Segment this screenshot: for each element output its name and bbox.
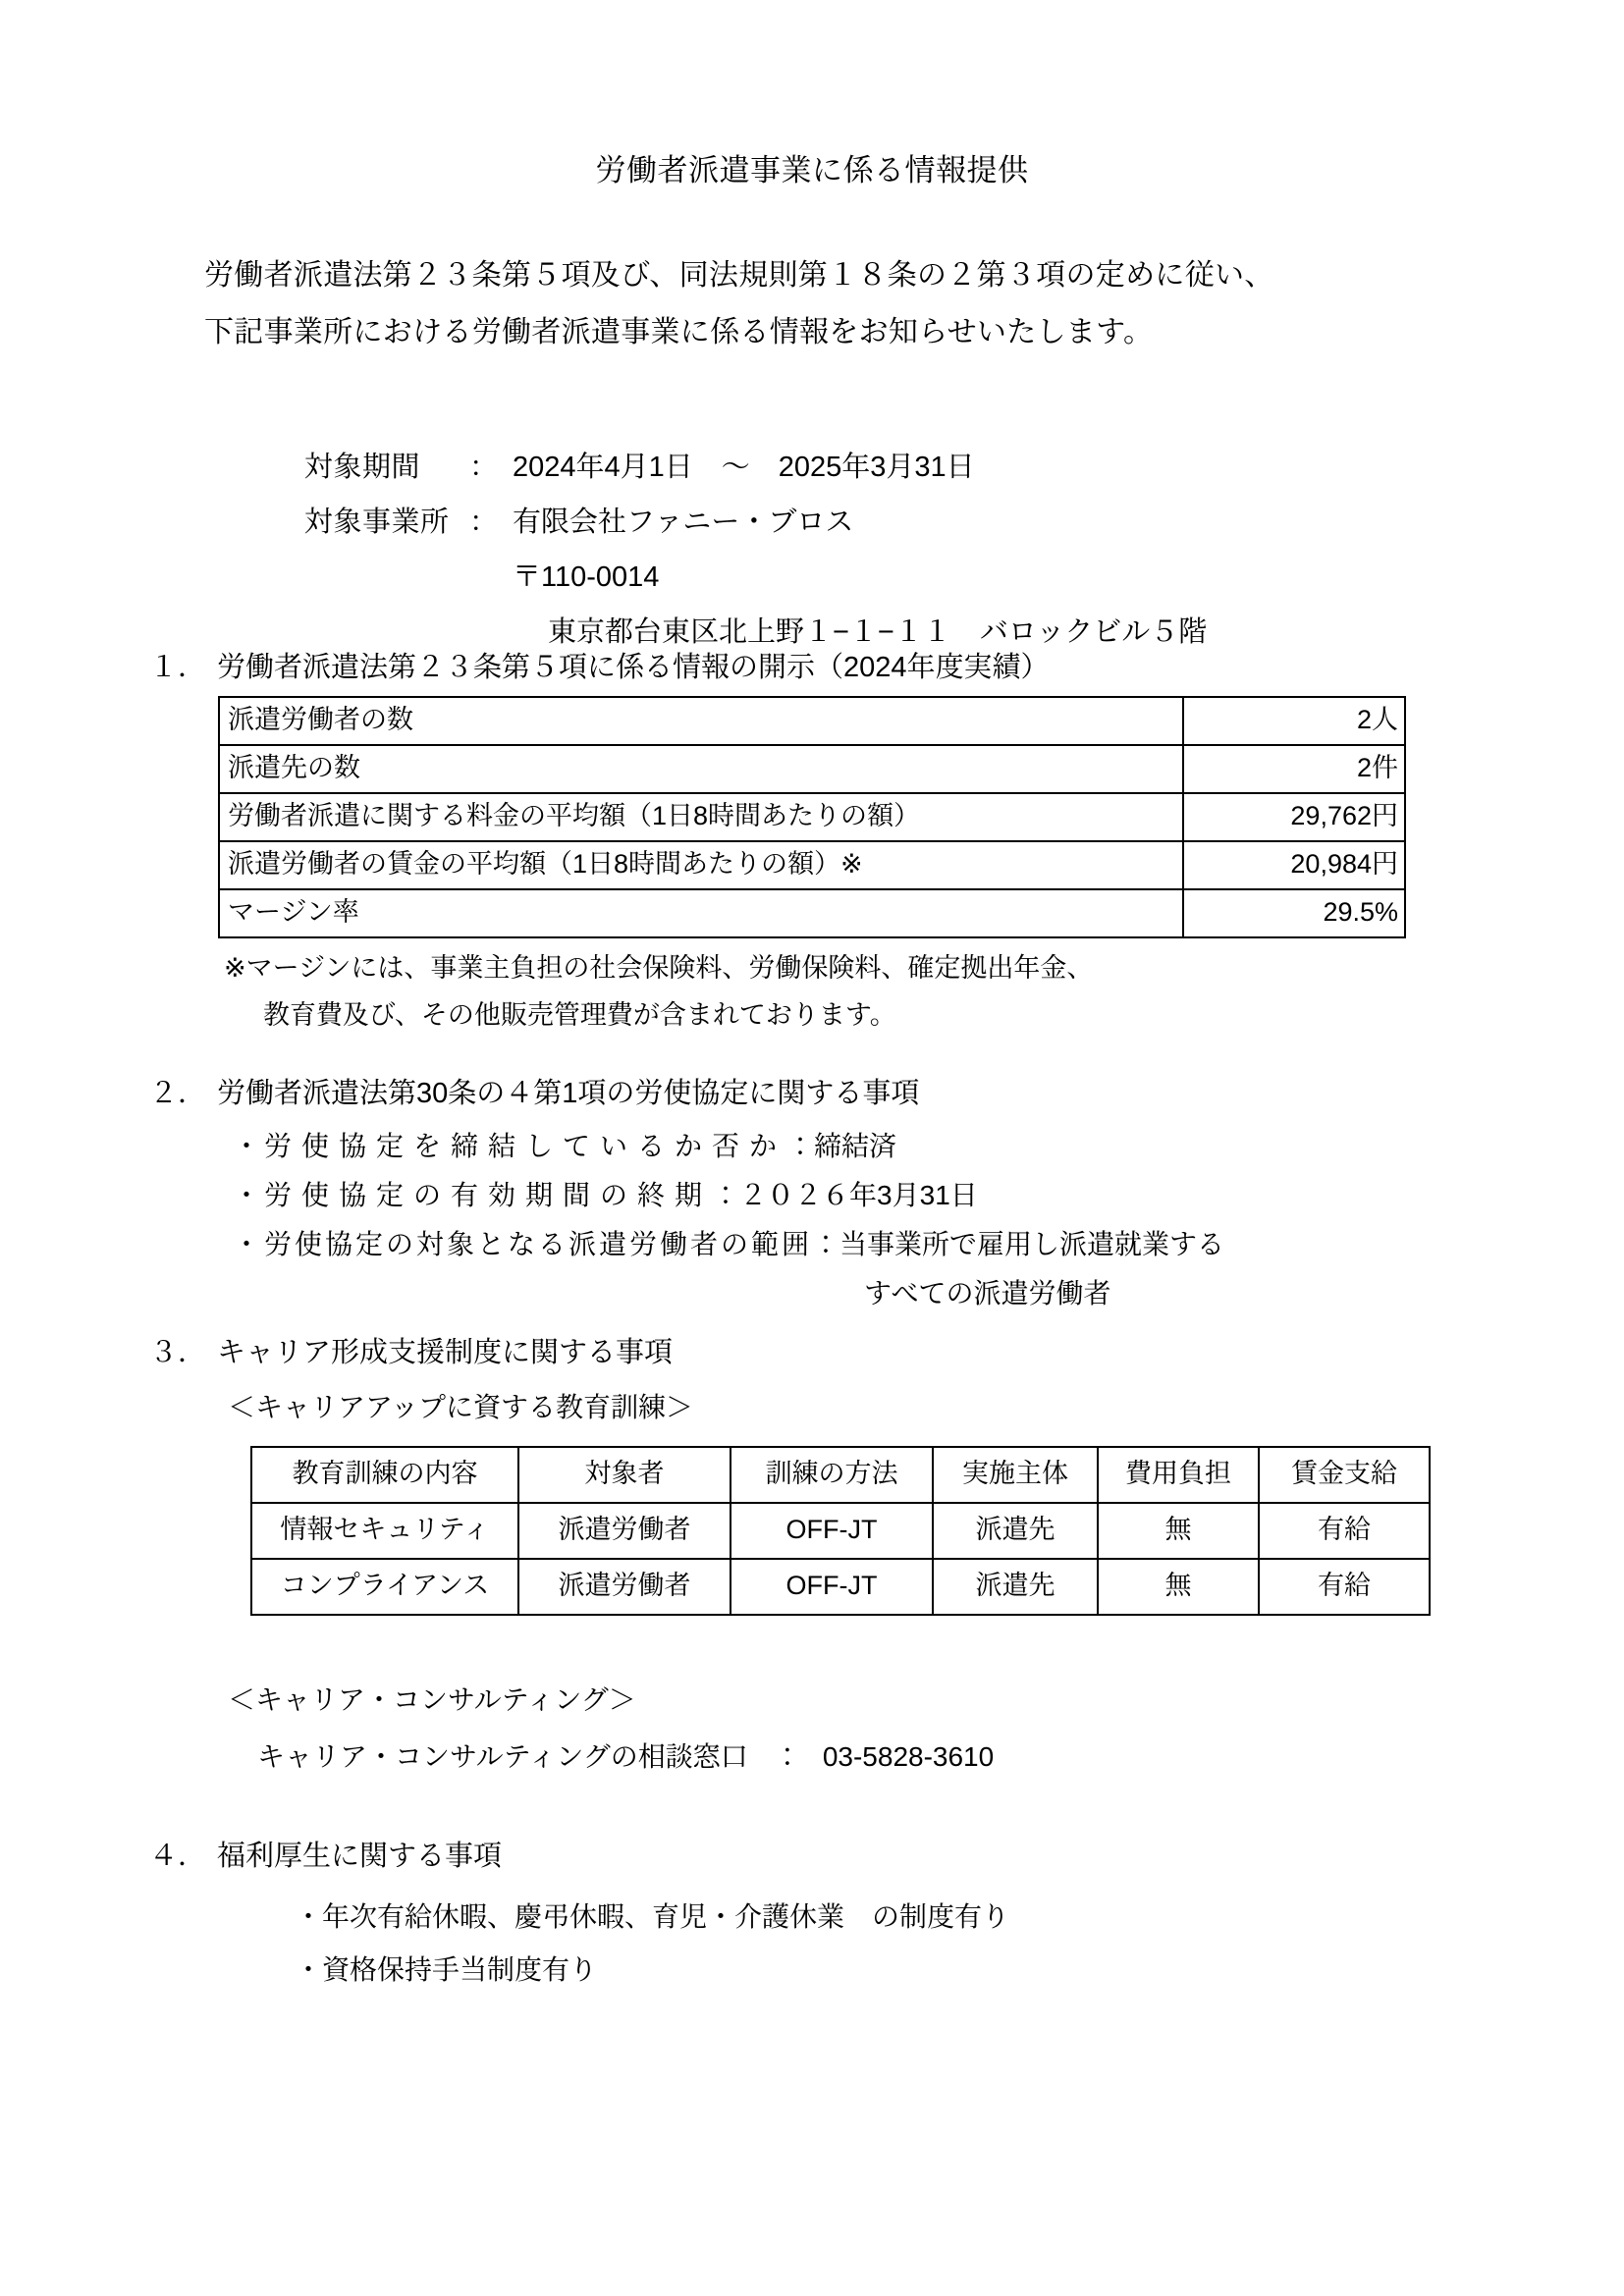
column-header: 対象者 — [518, 1447, 731, 1503]
table-row — [219, 841, 1405, 889]
margin-note-line-2: 教育費及び、その他販売管理費が含まれております。 — [263, 1000, 896, 1030]
bullet-label: 労使協定を締結しているか否か — [264, 1131, 787, 1161]
section-4-title: 福利厚生に関する事項 — [217, 1841, 503, 1872]
bullet-mark: ・ — [233, 1180, 261, 1210]
table-cell: 有給 — [1259, 1559, 1430, 1615]
table-cell: 無 — [1098, 1559, 1259, 1615]
consulting-colon: ： — [773, 1741, 801, 1772]
margin-note — [224, 944, 1093, 1039]
disclosure-label: 労働者派遣に関する料金の平均額（1日8時間あたりの額） — [219, 793, 1183, 841]
table-row — [219, 793, 1405, 841]
bullet-colon: ： — [812, 1229, 840, 1259]
bullet-label: 労使協定の対象となる派遣労働者の範囲 — [264, 1229, 813, 1259]
table-cell: コンプライアンス — [251, 1559, 518, 1615]
list-item — [233, 1122, 1224, 1171]
table-cell: 無 — [1098, 1503, 1259, 1559]
table-cell: 有給 — [1259, 1503, 1430, 1559]
bullet-colon: ： — [712, 1180, 740, 1210]
table-row — [219, 745, 1405, 793]
section-3-heading — [149, 1330, 673, 1370]
disclosure-label: マージン率 — [219, 889, 1183, 937]
office-value: 有限会社ファニー・ブロス — [513, 507, 854, 538]
section-2-bullets — [233, 1122, 1224, 1318]
list-item: ・資格保持手当制度有り — [295, 1954, 598, 1985]
table-header-row — [251, 1447, 1430, 1503]
bullet-value: 当事業所で雇用し派遣就業する — [839, 1229, 1225, 1259]
bullet-continuation: すべての派遣労働者 — [864, 1278, 1111, 1308]
section-3-title: キャリア形成支援制度に関する事項 — [217, 1337, 674, 1368]
consulting-contact-line — [257, 1735, 994, 1775]
office-address: 東京都台東区北上野１−１−１１ バロックビル５階 — [548, 616, 1208, 648]
bullet-mark: ・ — [233, 1131, 261, 1161]
section-2-title: 労働者派遣法第30条の４第1項の労使協定に関する事項 — [217, 1078, 920, 1109]
table-cell: OFF-JT — [731, 1503, 933, 1559]
table-cell: 情報セキュリティ — [251, 1503, 518, 1559]
section-1-number: １． — [149, 652, 207, 683]
disclosure-label: 派遣労働者の賃金の平均額（1日8時間あたりの額）※ — [219, 841, 1183, 889]
period-label: 対象期間 — [304, 452, 421, 483]
table-cell: 派遣労働者 — [518, 1559, 731, 1615]
office-colon: ： — [469, 507, 499, 538]
column-header: 賃金支給 — [1259, 1447, 1430, 1503]
period-colon: ： — [469, 452, 499, 483]
training-table — [250, 1446, 1431, 1616]
section-2-number: ２． — [149, 1078, 207, 1109]
disclosure-value: 2件 — [1183, 745, 1405, 793]
section-2-heading — [149, 1071, 919, 1111]
table-cell: OFF-JT — [731, 1559, 933, 1615]
table-row — [219, 697, 1405, 745]
consulting-label: キャリア・コンサルティングの相談窓口 — [257, 1741, 748, 1772]
list-item: ・年次有給休暇、慶弔休暇、育児・介護休業 の制度有り — [295, 1901, 1010, 1932]
intro-paragraph — [204, 247, 1274, 361]
column-header: 訓練の方法 — [731, 1447, 933, 1503]
section-4-number: ４． — [149, 1841, 207, 1872]
section-3-number: ３． — [149, 1337, 207, 1368]
disclosure-table — [218, 696, 1406, 938]
margin-note-line-1: ※マージンには、事業主負担の社会保険料、労働保険料、確定拠出年金、 — [224, 953, 1094, 983]
disclosure-label: 派遣先の数 — [219, 745, 1183, 793]
postal-code: 〒110-0014 — [513, 561, 660, 593]
consulting-subheading: ＜キャリア・コンサルティング＞ — [228, 1684, 636, 1715]
office-info-block — [304, 440, 1207, 660]
info-row-period — [304, 440, 1207, 495]
training-subheading: ＜キャリアアップに資する教育訓練＞ — [228, 1392, 694, 1422]
bullet-value: 締結済 — [814, 1131, 897, 1161]
column-header: 実施主体 — [933, 1447, 1098, 1503]
disclosure-value: 29.5% — [1183, 889, 1405, 937]
section-4-heading — [149, 1834, 502, 1874]
table-row — [219, 889, 1405, 937]
table-cell: 派遣労働者 — [518, 1503, 731, 1559]
disclosure-value: 20,984円 — [1183, 841, 1405, 889]
column-header: 費用負担 — [1098, 1447, 1259, 1503]
section-1-heading — [149, 645, 1050, 685]
column-header: 教育訓練の内容 — [251, 1447, 518, 1503]
section-4-bullets — [295, 1891, 1009, 1997]
office-label: 対象事業所 — [304, 507, 450, 538]
bullet-value: ２０２６年3月31日 — [739, 1180, 978, 1210]
disclosure-value: 2人 — [1183, 697, 1405, 745]
bullet-colon: ： — [786, 1131, 815, 1161]
intro-line-1: 労働者派遣法第２３条第５項及び、同法規則第１８条の２第３項の定めに従い、 — [204, 259, 1274, 292]
bullet-mark: ・ — [233, 1229, 261, 1259]
table-row — [251, 1503, 1430, 1559]
intro-line-2: 下記事業所における労働者派遣事業に係る情報をお知らせいたします。 — [204, 316, 1154, 348]
disclosure-value: 29,762円 — [1183, 793, 1405, 841]
disclosure-label: 派遣労働者の数 — [219, 697, 1183, 745]
section-1-title: 労働者派遣法第２３条第５項に係る情報の開示（2024年度実績） — [217, 652, 1050, 683]
bullet-label: 労使協定の有効期間の終期 — [264, 1180, 713, 1210]
table-cell: 派遣先 — [933, 1503, 1098, 1559]
consulting-phone: 03-5828-3610 — [822, 1741, 995, 1772]
page-title: 労働者派遣事業に係る情報提供 — [595, 153, 1029, 187]
table-row — [251, 1559, 1430, 1615]
table-cell: 派遣先 — [933, 1559, 1098, 1615]
period-value: 2024年4月1日 ～ 2025年3月31日 — [513, 452, 975, 483]
info-row-office — [304, 495, 1207, 550]
list-item — [233, 1171, 1224, 1220]
list-item — [233, 1220, 1224, 1269]
